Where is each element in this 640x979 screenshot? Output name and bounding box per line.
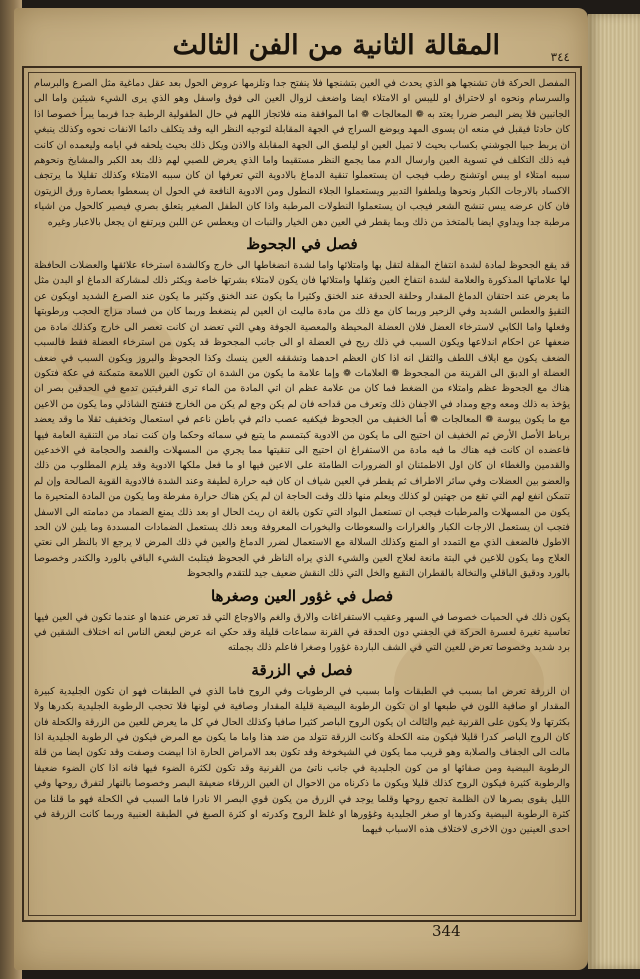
text-block bbox=[34, 76, 570, 912]
section-paragraph: المفصل الحركة فان تشنجها هو الذي يحدث في العين بتشنجها فلا ينفتح جدا وتلزمها عروض الحول بعد عقل دماغية مثل الصرع والبرسام والسرسام ونحوه او لاحتراق او لليبس او الامتلاء ايضا واضعف لزوال العين الى فوق واسفل وهو الذي يرى الشيء شيئين واما الى الجانبين فلا يضر البصر ضررا يعتد به ❁ المعالجات ❁ اما الموافقة منه فلاتجاز اللهم في حال الطفولية الرطبة جدا فربما يبرأ خصوصا اذا كان حادثا فيقبل في منعه ان يسوى المهد ويوضع السراج في الجهة المقابلة لتوجيه النظر اليه وقد يتكلف دائما الانفات نحوه وكذلك ينبغي ان يربط جبيا الجوشني بكساب بحيث لا تميل العين او ليلصق الى الجهة المقابلة والاذن ويكل ذلك بحيث يلحقه في ايامه وليعمده ان كانت فيه ذلك التكلف في تسوية العين وارسال الدم مما يجمع النظر مستقيما واما الذي يعرض للصبي لهم ذلك بعد الكبر والمشايخ ونحوهم سببه امتلاء او يبس اوتشنج رطب فيجب ان يستعملوا تنقية الدماغ بالادوية التي تعرفها ان كان سببه الامتلاء وكذلك تقليلا ما يرتجف الاكساد بالارجات الكبار ونحوها ويلطفوا التدبير ويستعملوا الجلاء النطول ومن الادوية النافعة في الحول ان يسعطوا بعصارة ورق الزيتون فان كان عرضه يبس تنشج الشعر فيجب ان يستعملوا النطولات المرطبة واذا كان الطفل الصغير يتعلق بصري فيصير كالحول من اشياء مرطبة جدا ويداوي ايضا بالمتخذ من ذلك وبما يقطر في العين دهن الخيار والنبات ان ويعطس عن اللبن ويرتفع ان يجعل بالاعبار وغيره bbox=[34, 78, 570, 228]
section-heading: فصل في الزرقة bbox=[251, 660, 353, 679]
text-frame bbox=[22, 66, 582, 922]
section-heading: فصل في غؤور العين وصغرها bbox=[210, 586, 394, 605]
section-heading: فصل في الجحوظ bbox=[246, 235, 358, 254]
book-fore-edge bbox=[588, 14, 640, 969]
running-title: المقالة الثانية من الفن الثالث bbox=[172, 30, 500, 61]
folio-number-bottom: 344 bbox=[432, 922, 461, 940]
section-paragraph: قد يقع الجحوظ لمادة لشدة انتفاخ المقلة لتقل بها وامتلائها واما لشدة انضغاطها الى خارج وكالشدة استرخاء علائقها والعضلات الحافظة لها علاماتها المذكورة والعلامة لشدة انتفاخ العين وثقلها وامتلائها فان يكون لامتلاء بشرتها خاصة ويكثر ذلك لمشاركة الدماغ او البدن مثل ما يعرض عند احتقان الدماغ المقدار وحلقة الحدقة عند الخنق وكثيرا ما يكون عند الخنق وكثير ما يكون عند الصرع الشديد اويكون عن التقيؤ والعطس الشديد وفي الزحير وربما كان مع ذلك من مادة ماليت ان العين لم ينضغط وربما كان من فساد مزاج الحجب ورطوبتها وفعلها واما الكابي لاسترخاء العضل فلان العضلة المحيطة والمعصية الجوفة وهي التي تعضد ان كانت تعصر الى خارج وكذلك مادة من ضعفها عن احكام اندلاعها ويكون السبب في ذلك ريح في العضلة او الى جانب المجحوظ قد يكون من استرخاء العضلة فقط فالسبب الضعف يكون مع ايلاف اللطف والثقل انه اذا كان العظم احدهما وتشققه العين ينسك وكذا الجحوظ والبروز ويكون السبب في ضعف العضلة او الدبق الى القرينة من المجحوظ ❁ العلامات ❁ وإما علامة ما يكون من الشدة ان تكون العين اللامعة متمكنة في عكة فتكون هناك مع الجحوظ عظم وامتلاء من الضغط فما كان من علامة عظم ان اتي المادة من الماء ترى القرقيتين تدمع في الحدقين بصر ان يؤخذ به ذلك ومعه وجع ومداد في الاجفان ذلك وتعرف من قداحه فان لم يكن وجع لم يكن من الخارج فتفتح الشاذلي وما يكون من الاعين مع ما يكون يبوسة ❁ المعالجات ❁ أما الخفيف من الجحوظ فيكفيه عصب دائم في باطن ناعم في استعمال وتخفيف ثقلا ما وقد يعضد برباط الأصل الأرض ثم الخفيف ان احتيج الى ما يكون من الادوية كبتمسم ما يتبع في سمائه وحكما وان كنت نماد من التنقية العامة فيها فاعضده ان كانت فيه هناك ما فيه مادة من الاستفراغ ان احتيج الى تنقيتها مما يجري من المسهلات والفصد والحجامة في الاخدعين والقدمين والغطاء ان كان اول الاطمئنان او الضرورات الطامئة على الاعين فيها او ما فعل ملكها الادوية وقد يلزم المطلوب من ذلك والعضو بين العضلات وفي سائر الاطراف ثم يقطر في العين شياف ان كان فيه حرارة لطيفة وعند الشدة فالادوية القوية الصالحة وإن لم تتمكن انفع لهم التي تقع من جهتين لو كذلك ويعلم منها ذلك وقت الحاجة ان لم يكن هناك حرارة مفرطة وما يكون من المادة المتحيرة ما يكون من المسهلات والمرطبات فيجب ان تستعمل البواد التي تكون بالغة ان ريث الحال او بعد ذلك يمنع الضماد من دمامته الى الاسفل فتجب ان يستعمل الارجات الكبار والغرارات والسعوطات والبخورات المعروفة وبعد ذلك يستعمل الضمادات المسددة وما يلين لان الحد الاطول فالضعف الذي مع التمدد او المنع وكذلك السلالة مع الاستعمال لضرر الدماغ والعين في ذلك المرض لا يرجع الا بالنظر الى نعتي العلاج وما يكون للاعين في البتة مانعة لعلاج العين والشيء الذي يراه الناظر في الجحوظ فيتلبث الشيء الباقي بالورد والكندر وخصوصا بالورد ودقيق الباقلي والنخالة بالقطران النقيع والخل التي ذلك النقش ضعيف جيد للتقدم والجحوظ bbox=[34, 260, 570, 580]
folio-number-top: ٣٤٤ bbox=[550, 50, 570, 64]
section-paragraph: ان الزرقة تعرض اما بسبب في الطبقات واما بسبب في الرطوبات وفي الروح فاما الذي في الطبقات فهو ان تكون الجليدية كبيرة المقدار او صافية اللون في طبعها او ان تكون الرطوبة البيضية قليلة المقدار وصافية في لونها فلا تحجب الرطوبة الجليدية بكدرها ولا بكثرتها ولا يكون على القرنية غيم والثالث ان يكون الروح الباصر كثيرا صافيا وكذلك الحال في كل ما يعرض للعين من الزرقة والكحلة فان كان الروح الباصر كدرا قليلا فيكون منه الكحلة وكانت الزرقة تتولد من ضد هذا واما ما يكون مع المرض فيكون في الرطوبة الجليدية اذا مالت الى الجفاف والصلابة وهو قريب مما يكون في الشيخوخة وقد تكون بعد الامراض الحارة اذا ابيضت وصفت وقد تكون ايضا من قلة الرطوبة البيضية ومن صفائها او من كون الجليدية في جانب ناتئ من القرنية وقد تكون لكثرة الضوء فيها فانه اذا كان الضوء ضعيفا والرطوبة كثيرة فيكون الروح كذلك قليلا ويكون ما ذكرناه من الاحوال ان العين الزرقاء ضعيفة البصر وخصوصا بالنهار لتفرق روحها وفي الليل يقوى بصرها لان الظلمة تجمع روحها وقلما يوجد في الزرق من يكون قوي البصر الا نادرا فاما السبب في الكحلة فهو ما قلنا من كثرة الرطوبة البيضية وكدرها او صغر الجليدية وغؤورها او غلظ الروح وكدرته او كثرة الصبغ في الطبقة العنبية وربما كانت الزرقة في احدى العينين دون الاخرى لاختلاف هذه الاسباب فيهما bbox=[34, 685, 570, 836]
section-paragraph: يكون ذلك في الحميات خصوصا في السهر وعقيب الاستفراغات والارق والغم والاوجاع التي قد تعرض عندها او عندما تكون في العين فيها تعاسية تغيرة لعسرة الحركة في الجفني دون الحدقة في القرنة سماعات قليلة وقد حكي انه عرض لبعض الناس انه اختلاف الشقين في برد شديد وخصوصا تعرض للعين التي في الشف الباردة غؤورا وصغرا فاعلم ذلك بجملته bbox=[34, 611, 570, 654]
